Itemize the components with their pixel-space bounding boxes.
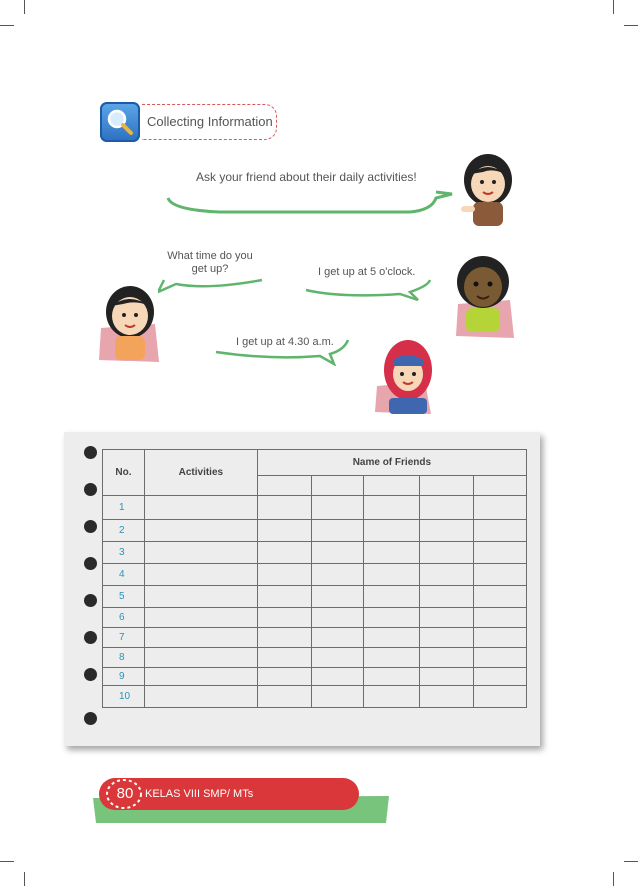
friend-name-cell[interactable] (474, 476, 527, 496)
friend-answer-cell[interactable] (364, 520, 420, 542)
friend-name-cell[interactable] (364, 476, 420, 496)
friend-answer-cell[interactable] (420, 586, 474, 608)
friend-answer-cell[interactable] (311, 608, 364, 628)
section-title: Collecting Information (147, 114, 273, 129)
binder-hole (84, 668, 97, 681)
teacher-figure (453, 150, 523, 230)
crop-mark (613, 0, 614, 14)
row-number: 2 (103, 520, 145, 542)
hijab-girl-figure (375, 336, 445, 416)
row-number: 10 (103, 686, 145, 708)
header-no: No. (103, 450, 145, 496)
binder-hole (84, 483, 97, 496)
friend-answer-cell[interactable] (311, 542, 364, 564)
binder-hole (84, 520, 97, 533)
friend-answer-cell[interactable] (474, 628, 527, 648)
friend-answer-cell[interactable] (311, 648, 364, 668)
row-number: 1 (103, 496, 145, 520)
friend-answer-cell[interactable] (420, 628, 474, 648)
crop-mark (0, 861, 14, 862)
activity-cell[interactable] (144, 628, 257, 648)
table-row (103, 628, 527, 648)
friend-answer-cell[interactable] (474, 648, 527, 668)
friend-name-cell[interactable] (311, 476, 364, 496)
table-row (103, 542, 527, 564)
header-activities: Activities (144, 450, 257, 496)
friend-answer-cell[interactable] (474, 586, 527, 608)
friend-answer-cell[interactable] (311, 628, 364, 648)
friend-answer-cell[interactable] (420, 496, 474, 520)
friend-answer-cell[interactable] (257, 496, 311, 520)
friend-answer-cell[interactable] (364, 542, 420, 564)
page-number: 80 (116, 785, 134, 802)
activity-cell[interactable] (144, 564, 257, 586)
crop-mark (0, 25, 14, 26)
activity-cell[interactable] (144, 586, 257, 608)
binder-hole (84, 446, 97, 459)
crop-mark (624, 861, 638, 862)
friend-answer-cell[interactable] (420, 668, 474, 686)
friend-answer-cell[interactable] (364, 586, 420, 608)
friend-answer-cell[interactable] (311, 520, 364, 542)
row-number: 4 (103, 564, 145, 586)
friend-name-cell[interactable] (420, 476, 474, 496)
row-number: 3 (103, 542, 145, 564)
friend-answer-cell[interactable] (420, 686, 474, 708)
section-header (100, 102, 280, 140)
friend-answer-cell[interactable] (364, 608, 420, 628)
friend-answer-cell[interactable] (420, 542, 474, 564)
friend-answer-cell[interactable] (311, 586, 364, 608)
activity-cell[interactable] (144, 520, 257, 542)
friend-answer-cell[interactable] (257, 586, 311, 608)
table-row (103, 648, 527, 668)
crop-mark (24, 0, 25, 14)
activity-cell[interactable] (144, 648, 257, 668)
table-row (103, 520, 527, 542)
friend-answer-cell[interactable] (364, 668, 420, 686)
table-row (103, 586, 527, 608)
instruction-text: Ask your friend about their daily activities! (196, 170, 417, 184)
friend-answer-cell[interactable] (257, 686, 311, 708)
friend-answer-cell[interactable] (420, 648, 474, 668)
friend-answer-cell[interactable] (420, 564, 474, 586)
activity-cell[interactable] (144, 608, 257, 628)
friend-answer-cell[interactable] (474, 564, 527, 586)
table-row (103, 686, 527, 708)
friend-answer-cell[interactable] (311, 668, 364, 686)
friend-answer-cell[interactable] (257, 608, 311, 628)
friends-activities-table (102, 449, 527, 708)
binder-hole (84, 712, 97, 725)
instruction-bubble (160, 158, 460, 222)
friend-answer-cell[interactable] (311, 564, 364, 586)
row-number: 8 (103, 648, 145, 668)
friend-answer-cell[interactable] (420, 608, 474, 628)
friend-answer-cell[interactable] (364, 648, 420, 668)
friend-answer-cell[interactable] (420, 520, 474, 542)
magnifier-icon (100, 102, 140, 142)
friend-answer-cell[interactable] (474, 542, 527, 564)
table-row (103, 668, 527, 686)
girl-figure (95, 280, 165, 364)
friend-answer-cell[interactable] (257, 564, 311, 586)
friend-answer-cell[interactable] (257, 628, 311, 648)
friend-answer-cell[interactable] (474, 520, 527, 542)
friend-answer-cell[interactable] (311, 496, 364, 520)
answer1-text: I get up at 5 o'clock. (318, 266, 416, 278)
friend-answer-cell[interactable] (364, 564, 420, 586)
header-name-of-friends: Name of Friends (257, 450, 526, 476)
row-number: 7 (103, 628, 145, 648)
activity-cell[interactable] (144, 496, 257, 520)
footer-banner (93, 776, 393, 824)
binder-hole (84, 631, 97, 644)
table-row (103, 496, 527, 520)
friend-answer-cell[interactable] (364, 686, 420, 708)
friend-name-cell[interactable] (257, 476, 311, 496)
row-number: 9 (103, 668, 145, 686)
activity-cell[interactable] (144, 668, 257, 686)
row-number: 6 (103, 608, 145, 628)
friend-answer-cell[interactable] (257, 648, 311, 668)
table-row (103, 564, 527, 586)
friend-answer-cell[interactable] (474, 686, 527, 708)
table-body (103, 496, 527, 708)
friend-answer-cell[interactable] (474, 496, 527, 520)
friend-answer-cell[interactable] (474, 608, 527, 628)
book-title: KELAS VIII SMP/ MTs (145, 788, 254, 800)
friend-answer-cell[interactable] (257, 520, 311, 542)
question-line-2: get up? (191, 263, 229, 275)
crop-mark (24, 872, 25, 886)
binder-hole (84, 594, 97, 607)
table-row (103, 608, 527, 628)
activity-cell[interactable] (144, 542, 257, 564)
friend-answer-cell[interactable] (311, 686, 364, 708)
friend-answer-cell[interactable] (257, 542, 311, 564)
question-text (162, 250, 258, 276)
friend-answer-cell[interactable] (364, 496, 420, 520)
friend-answer-cell[interactable] (257, 668, 311, 686)
row-number: 5 (103, 586, 145, 608)
crop-mark (613, 872, 614, 886)
friend-answer-cell[interactable] (364, 628, 420, 648)
activity-cell[interactable] (144, 686, 257, 708)
friend-answer-cell[interactable] (474, 668, 527, 686)
crop-mark (624, 25, 638, 26)
answer2-text: I get up at 4.30 a.m. (236, 336, 334, 348)
boy-figure (448, 250, 518, 340)
binder-hole (84, 557, 97, 570)
question-line-1: What time do you (167, 250, 253, 262)
